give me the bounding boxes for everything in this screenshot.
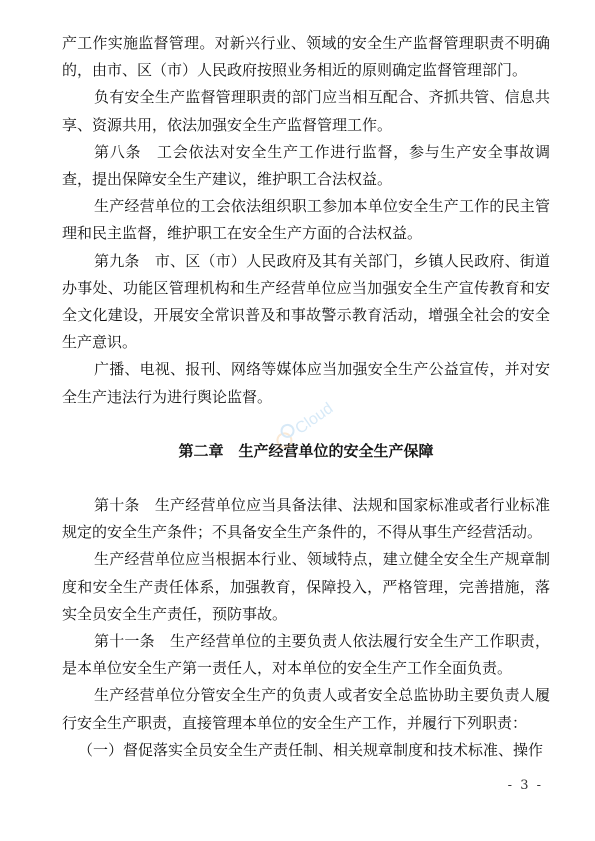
- body-paragraph: 广播、电视、报刊、网络等媒体应当加强安全生产公益宣传，并对安全生产违法行为进行舆论监督。: [62, 360, 550, 406]
- article-9-paragraph: 第九条 市、区（市）人民政府及其有关部门，乡镇人民政府、街道办事处、功能区管理机构和生产经营单位应当加强安全生产宣传教育和安全文化建设，开展安全常识普及和事故警示教育活动，增强全社会的安全生产意识。: [62, 251, 550, 352]
- chapter-title: 第二章 生产经营单位的安全生产保障: [178, 441, 434, 460]
- watermark-text: Cloud: [292, 399, 337, 438]
- body-paragraph: 生产经营单位的工会依法组织职工参加本单位安全生产工作的民主管理和民主监督，维护职工在安全生产方面的合法权益。: [62, 197, 550, 243]
- list-item: （一）督促落实全员安全生产责任制、相关规章制度和技术标准、操作: [78, 740, 544, 759]
- body-paragraph: 产工作实施监督管理。对新兴行业、领域的安全生产监督管理职责不明确的，由市、区（市）人民政府按照业务相近的原则确定监督管理部门。: [62, 34, 550, 80]
- article-10-paragraph: 第十条 生产经营单位应当具备法律、法规和国家标准或者行业标准规定的安全生产条件；不具备安全生产条件的，不得从事生产经营活动。: [62, 496, 550, 542]
- body-paragraph: 生产经营单位分管安全生产的负责人或者安全总监协助主要负责人履行安全生产职责，直接管理本单位的安全生产工作，并履行下列职责：: [62, 686, 550, 732]
- body-paragraph: 生产经营单位应当根据本行业、领域特点，建立健全安全生产规章制度和安全生产责任体系，加强教育，保障投入，严格管理，完善措施，落实全员安全生产责任，预防事故。: [62, 550, 550, 623]
- page-number: - 3 -: [507, 778, 543, 793]
- cloud-watermark-logo: [264, 398, 344, 448]
- article-8-paragraph: 第八条 工会依法对安全生产工作进行监督，参与生产安全事故调查，提出保障安全生产建议，维护职工合法权益。: [62, 142, 550, 189]
- article-11-paragraph: 第十一条 生产经营单位的主要负责人依法履行安全生产工作职责，是本单位安全生产第一责任人，对本单位的安全生产工作全面负责。: [62, 632, 550, 678]
- body-paragraph: 负有安全生产监督管理职责的部门应当相互配合、齐抓共管、信息共享、资源共用，依法加强安全生产监督管理工作。: [62, 88, 550, 134]
